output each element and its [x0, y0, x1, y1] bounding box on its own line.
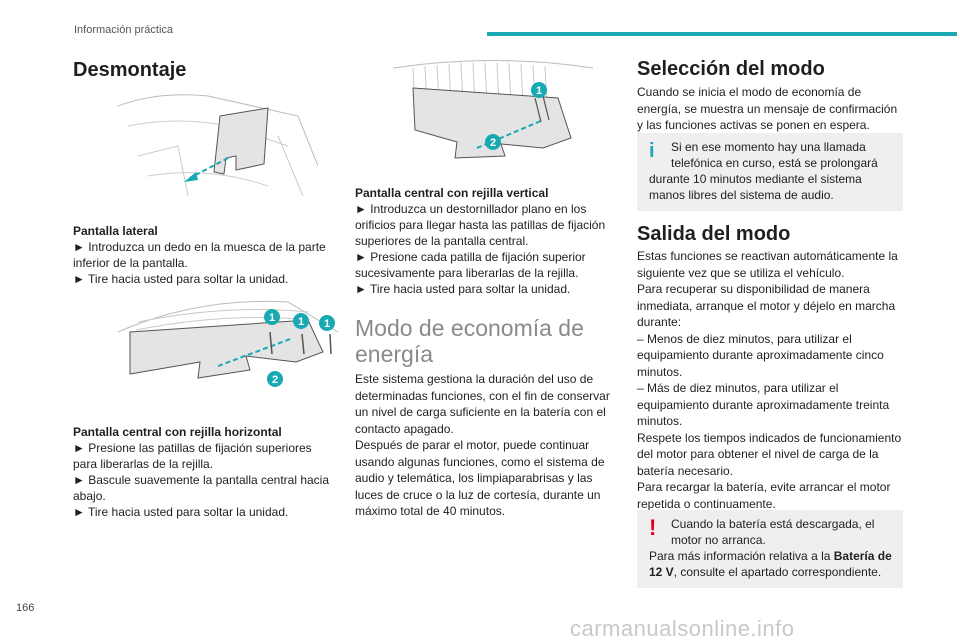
step-side-1: ► Introduzca un dedo en la muesca de la parte inferior de la pantalla.	[73, 240, 326, 270]
battery-link-text: Batería de 12 V	[649, 549, 892, 579]
side-screen-instructions	[73, 223, 338, 287]
section-title-desmontaje: Desmontaje	[73, 59, 187, 81]
eco-title-line-1: Modo de economía de	[355, 315, 584, 341]
caption-horizontal-grille: Pantalla central con rejilla horizontal	[73, 425, 282, 439]
badge-1-a	[264, 309, 280, 325]
eco-paragraph-1: Este sistema gestiona la duración del uso de determinadas funciones, con el fin de conservar un nivel de carga suficiente en la batería con el contacto apagado.	[355, 372, 610, 436]
salida-paragraph-1: Estas funciones se reactivan automáticamente la siguiente vez que se utiliza el vehículo.	[637, 249, 898, 280]
svg-text:1: 1	[268, 312, 276, 324]
warning-note-first-line: Cuando la batería está descargada, el motor no arranca.	[671, 517, 875, 547]
badge-1	[531, 82, 547, 98]
step-horizontal-3: ► Tire hacia usted para soltar la unidad.	[73, 505, 289, 519]
seleccion-paragraph: Cuando se inicia el modo de economía de energía, se muestra un mensaje de confirmación y las funciones activas se ponen en espera.	[637, 85, 898, 132]
vertical-grille-instructions	[355, 185, 617, 297]
salida-paragraph-2: Para recuperar su disponibilidad de manera inmediata, arranque el motor y déjelo en marcha durante:	[637, 282, 896, 329]
svg-text:1: 1	[535, 85, 543, 97]
svg-text:2: 2	[271, 374, 279, 386]
salida-paragraph-4: Para recargar la batería, evite arrancar el motor repetida o continuamente.	[637, 480, 891, 511]
info-note	[637, 133, 903, 211]
svg-text:1: 1	[323, 318, 331, 330]
info-note-rest: durante 10 minutos mediante el sistema manos libres del sistema de audio.	[649, 172, 862, 202]
badge-2	[485, 134, 501, 150]
watermark: carmanualsonline.info	[570, 616, 795, 641]
eco-title-line-2: energía	[355, 341, 434, 367]
warning-rest-pre: Para más información relativa a la	[649, 549, 834, 563]
step-vertical-2: ► Presione cada patilla de fijación superior sucesivamente para liberarlas de la rejilla.	[355, 250, 586, 280]
eco-paragraph-2: Después de parar el motor, puede continuar usando algunas funciones, como el sistema de audio y telemática, los limpiaparabrisas y las luces de cruce o la luz de cortesía, durante un máximo total de 40 minutos.	[355, 438, 605, 518]
caption-vertical-grille: Pantalla central con rejilla vertical	[355, 186, 549, 200]
warning-note-rest	[649, 548, 893, 580]
badge-1-b	[293, 313, 309, 329]
header-section-title: Información práctica	[74, 24, 174, 36]
caption-side-screen: Pantalla lateral	[73, 224, 158, 238]
salida-paragraph-3: Respete los tiempos indicados de funcionamiento del motor para obtener el nivel de carga de la batería necesario.	[637, 430, 902, 478]
step-horizontal-1: ► Presione las patillas de fijación superiores para liberarlas de la rejilla.	[73, 441, 312, 471]
step-vertical-3: ► Tire hacia usted para soltar la unidad.	[355, 282, 571, 296]
svg-text:2: 2	[489, 137, 497, 149]
step-vertical-1: ► Introduzca un destornillador plano en los orificios para llegar hasta las patillas de fijación superiores de la pantalla central.	[355, 202, 606, 248]
eco-mode-body	[355, 371, 617, 520]
info-icon: i	[649, 140, 655, 162]
page-number: 166	[16, 602, 35, 614]
step-horizontal-2: ► Bascule suavemente la pantalla central hacia abajo.	[73, 473, 330, 503]
badge-2	[267, 371, 283, 387]
horizontal-grille-illustration	[118, 292, 343, 412]
salida-body	[637, 248, 903, 512]
horizontal-grille-instructions	[73, 424, 338, 520]
salida-dash-2: – Más de diez minutos, para utilizar el equipamiento durante aproximadamente treinta minutos.	[637, 381, 890, 428]
step-side-2: ► Tire hacia usted para soltar la unidad.	[73, 272, 289, 286]
vertical-grille-illustration	[393, 58, 603, 178]
side-screen-illustration	[118, 86, 318, 206]
section-title-salida: Salida del modo	[637, 223, 791, 245]
info-note-first-line: Si en ese momento hay una llamada telefónica en curso, está se prolongará	[671, 140, 878, 170]
warning-note	[637, 510, 903, 588]
section-title-seleccion: Selección del modo	[637, 58, 825, 80]
header-accent-bar	[487, 32, 957, 36]
salida-dash-1: – Menos de diez minutos, para utilizar el equipamiento durante aproximadamente cinco minutos.	[637, 331, 884, 379]
warning-icon: !	[649, 515, 657, 540]
svg-text:1: 1	[297, 316, 305, 328]
warning-rest-post: , consulte el apartado correspondiente.	[673, 565, 882, 579]
badge-1-c	[319, 315, 335, 331]
eco-mode-heading	[355, 315, 617, 367]
